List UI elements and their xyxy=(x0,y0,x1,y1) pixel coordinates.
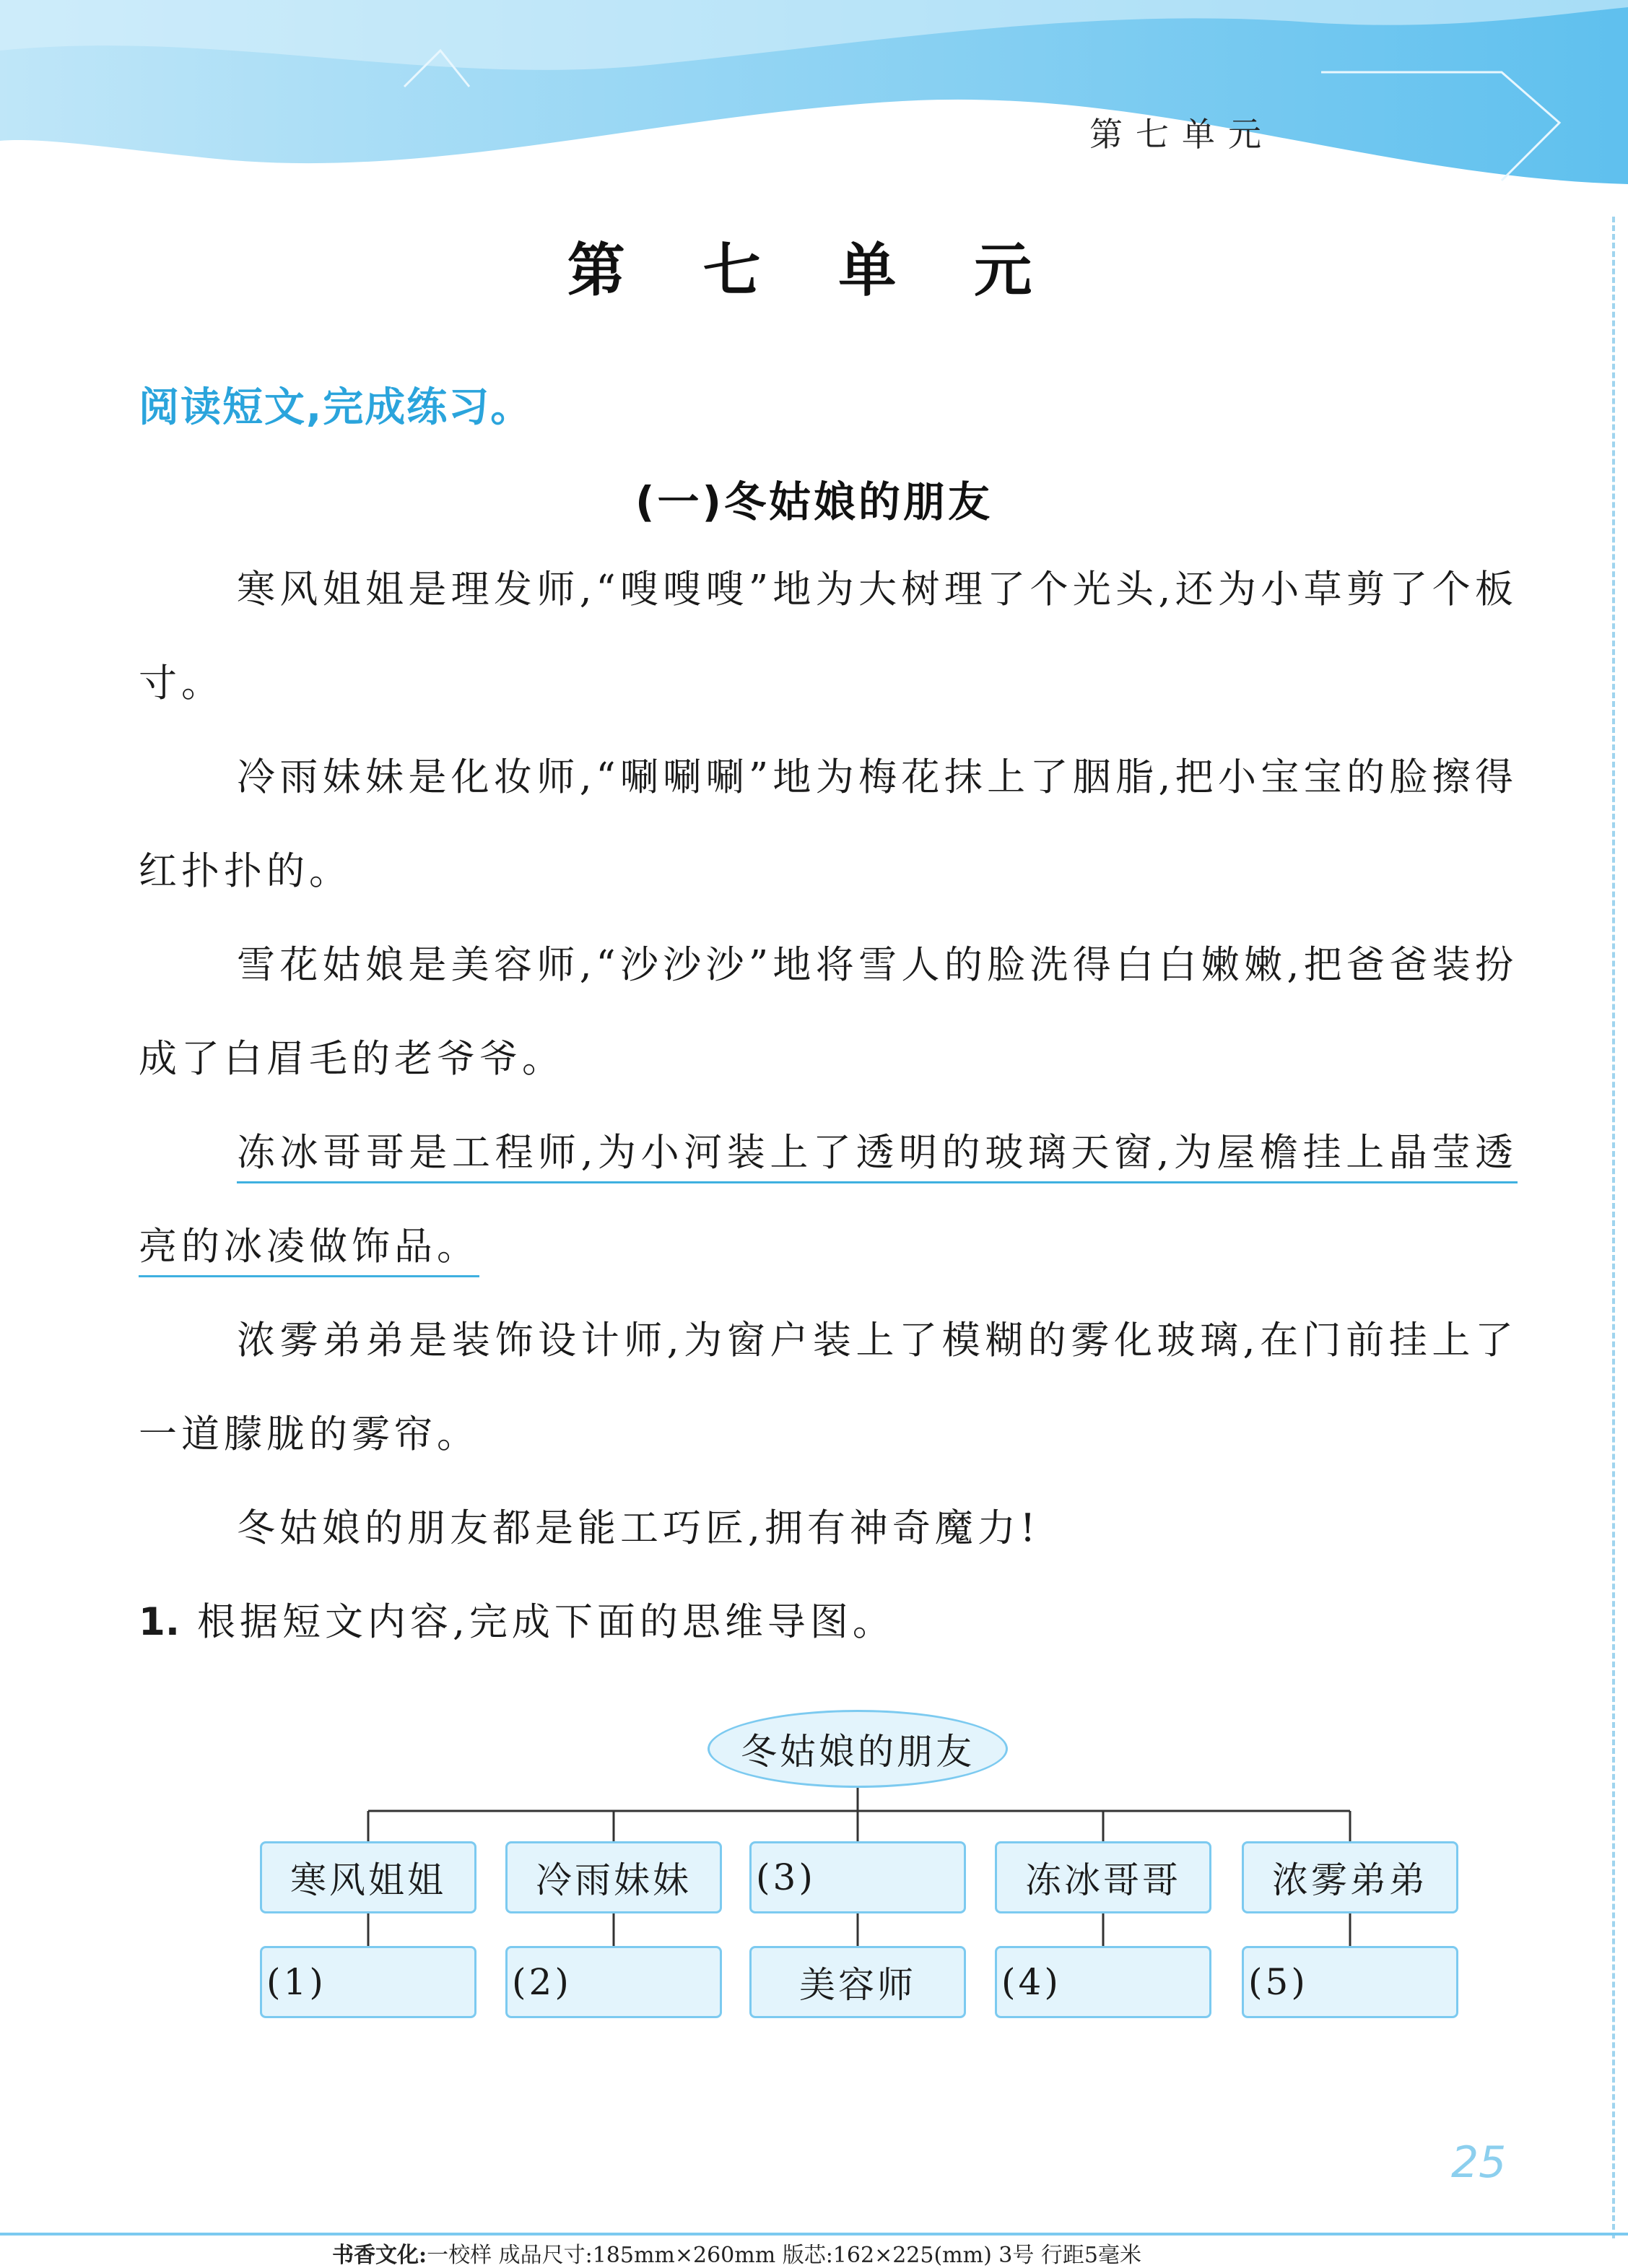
question-text: 根据短文内容,完成下面的思维导图。 xyxy=(197,1600,895,1644)
print-details: 一校样 成品尺寸:185mm×260mm 版芯:162×225(mm) 3号 行距5毫米 xyxy=(427,2243,1142,2268)
question-1 xyxy=(139,1576,895,1669)
print-brand: 书香文化: xyxy=(332,2243,427,2268)
page-title: 第 七 单 元 xyxy=(567,237,1061,304)
story-paragraph-3: 雪花姑娘是美容师,“沙沙沙”地将雪人的脸洗得白白嫩嫩,把爸爸装扮成了白眉毛的老爷爷。 xyxy=(139,943,1518,1081)
question-number: 1. xyxy=(139,1600,180,1644)
story-paragraph-5: 浓雾弟弟是装饰设计师,为窗户装上了模糊的雾化玻璃,在门前挂上了一道朦胧的雾帘。 xyxy=(139,1318,1518,1456)
mindmap-top-node-3-blank[interactable]: (3) xyxy=(749,1841,966,1913)
story-paragraph-2: 冷雨妹妹是化妆师,“唰唰唰”地为梅花抹上了胭脂,把小宝宝的脸擦得红扑扑的。 xyxy=(139,755,1518,893)
mindmap-top-node-5: 浓雾弟弟 xyxy=(1242,1841,1458,1913)
header-wave-banner xyxy=(0,0,1628,217)
story-paragraph-4 xyxy=(139,1106,1518,1294)
story-title: (一)冬姑娘的朋友 xyxy=(635,477,993,526)
mindmap-top-node-1: 寒风姐姐 xyxy=(260,1841,476,1913)
page-number: 25 xyxy=(1451,2137,1507,2188)
mindmap-bottom-node-3: 美容师 xyxy=(749,1946,966,2018)
header-unit-label: 第七单元 xyxy=(1089,115,1274,154)
mindmap-bottom-node-1-blank[interactable]: (1) xyxy=(260,1946,476,2018)
story-paragraph-1: 寒风姐姐是理发师,“嗖嗖嗖”地为大树理了个光头,还为小草剪了个板寸。 xyxy=(139,568,1518,705)
mindmap-root: 冬姑娘的朋友 xyxy=(708,1710,1008,1788)
underlined-sentence: 冻冰哥哥是工程师,为小河装上了透明的玻璃天窗,为屋檐挂上晶莹透亮的冰凌做饰品。 xyxy=(139,1131,1518,1269)
mindmap-bottom-node-2-blank[interactable]: (2) xyxy=(505,1946,722,2018)
mindmap-top-node-2: 冷雨妹妹 xyxy=(505,1841,722,1913)
instruction-heading: 阅读短文,完成练习。 xyxy=(139,384,533,431)
mindmap-top-node-4: 冻冰哥哥 xyxy=(995,1841,1211,1913)
story-paragraph-6: 冬姑娘的朋友都是能工巧匠,拥有神奇魔力! xyxy=(237,1506,1040,1550)
mindmap-bottom-node-4-blank[interactable]: (4) xyxy=(995,1946,1211,2018)
mindmap-bottom-node-5-blank[interactable]: (5) xyxy=(1242,1946,1458,2018)
footer-rule xyxy=(0,2233,1628,2236)
print-info xyxy=(332,2237,1141,2268)
